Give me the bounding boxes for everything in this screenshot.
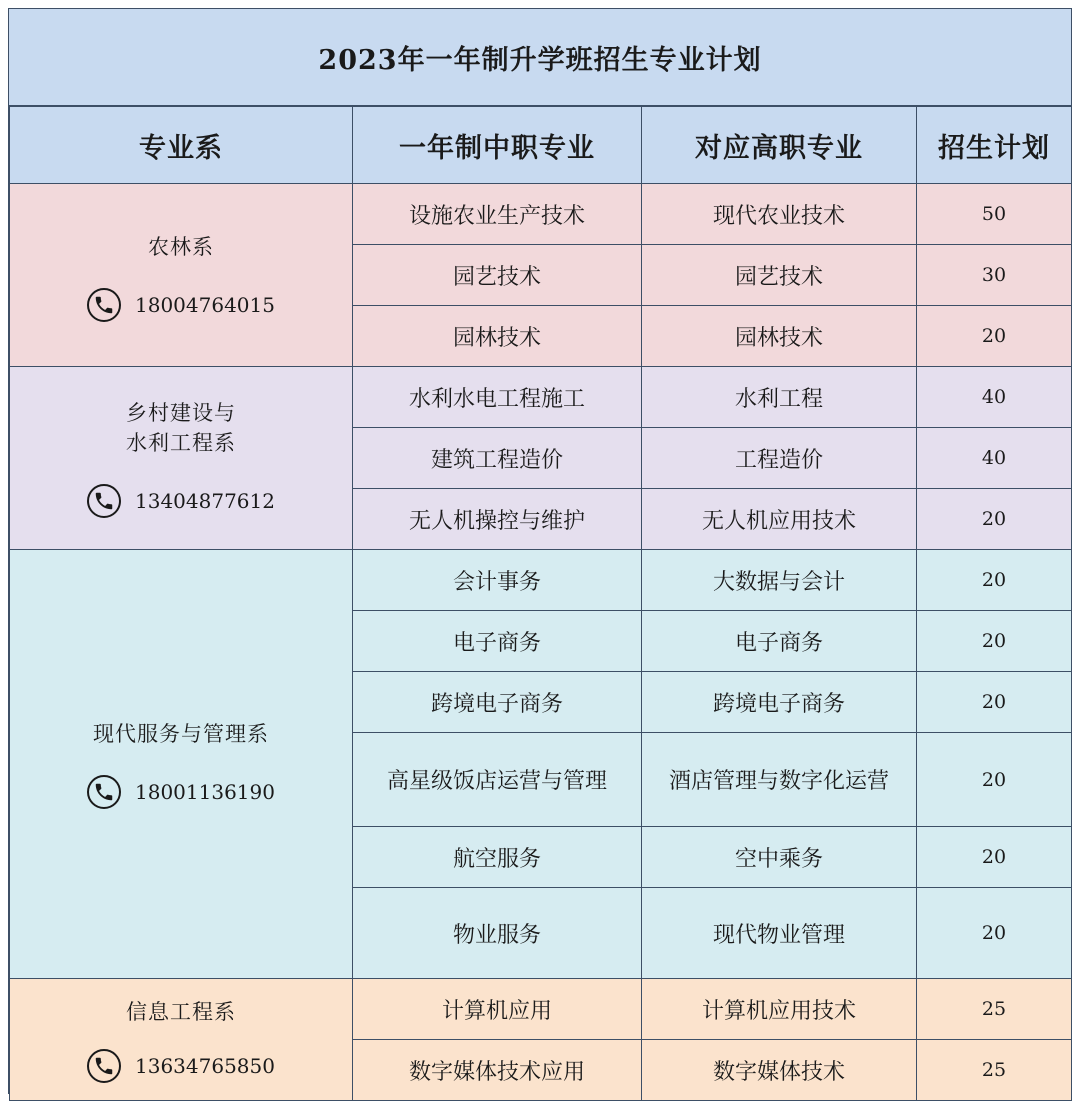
- gaozhi-major-cell: 工程造价: [642, 428, 917, 489]
- department-cell-xiandai: [10, 550, 353, 979]
- zhongzhi-major-cell: 设施农业生产技术: [353, 184, 642, 245]
- gaozhi-major-cell: 酒店管理与数字化运营: [642, 733, 917, 827]
- enrollment-plan-cell: 20: [917, 489, 1072, 550]
- phone-number: 18001136190: [135, 780, 275, 804]
- zhongzhi-major-cell: 水利水电工程施工: [353, 367, 642, 428]
- zhongzhi-major-cell: 跨境电子商务: [353, 672, 642, 733]
- enrollment-plan-cell: 20: [917, 827, 1072, 888]
- enrollment-plan-cell: 25: [917, 1040, 1072, 1101]
- enrollment-plan-cell: 20: [917, 733, 1072, 827]
- phone-icon: [87, 775, 121, 809]
- gaozhi-major-cell: 数字媒体技术: [642, 1040, 917, 1101]
- gaozhi-major-cell: 水利工程: [642, 367, 917, 428]
- phone-number: 13404877612: [135, 489, 275, 513]
- zhongzhi-major-cell: 电子商务: [353, 611, 642, 672]
- zhongzhi-major-cell: 无人机操控与维护: [353, 489, 642, 550]
- enrollment-plan-sheet: [8, 8, 1072, 1094]
- zhongzhi-major-cell: 高星级饭店运营与管理: [353, 733, 642, 827]
- department-name-line: 现代服务与管理系: [93, 722, 269, 746]
- title-bar: [9, 9, 1071, 106]
- enrollment-plan-cell: 20: [917, 888, 1072, 979]
- department-phone: [10, 288, 352, 322]
- department-phone: [10, 775, 352, 809]
- department-phone: [10, 1049, 352, 1083]
- zhongzhi-major-cell: 园林技术: [353, 306, 642, 367]
- enrollment-plan-cell: 20: [917, 550, 1072, 611]
- phone-icon: [87, 288, 121, 322]
- gaozhi-major-cell: 计算机应用技术: [642, 979, 917, 1040]
- department-name-line: 乡村建设与: [126, 401, 236, 425]
- gaozhi-major-cell: 电子商务: [642, 611, 917, 672]
- enrollment-plan-cell: 20: [917, 611, 1072, 672]
- department-cell-xinxi: [10, 979, 353, 1101]
- department-cell-xiangcun: [10, 367, 353, 550]
- department-name: [10, 997, 352, 1027]
- zhongzhi-major-cell: 数字媒体技术应用: [353, 1040, 642, 1101]
- zhongzhi-major-cell: 物业服务: [353, 888, 642, 979]
- table-row: [10, 367, 1072, 428]
- gaozhi-major-cell: 现代物业管理: [642, 888, 917, 979]
- header-zhongzhi-major: 一年制中职专业: [353, 107, 642, 184]
- enrollment-table: [9, 106, 1072, 1101]
- enrollment-plan-cell: 20: [917, 672, 1072, 733]
- department-phone: [10, 484, 352, 518]
- zhongzhi-major-cell: 计算机应用: [353, 979, 642, 1040]
- zhongzhi-major-cell: 会计事务: [353, 550, 642, 611]
- gaozhi-major-cell: 空中乘务: [642, 827, 917, 888]
- gaozhi-major-cell: 跨境电子商务: [642, 672, 917, 733]
- phone-icon: [87, 484, 121, 518]
- department-name: [10, 719, 352, 749]
- gaozhi-major-cell: 现代农业技术: [642, 184, 917, 245]
- department-name-line: 农林系: [148, 235, 214, 259]
- enrollment-plan-cell: 25: [917, 979, 1072, 1040]
- enrollment-plan-cell: 30: [917, 245, 1072, 306]
- table-row: [10, 550, 1072, 611]
- department-cell-nonglin: [10, 184, 353, 367]
- enrollment-plan-cell: 40: [917, 367, 1072, 428]
- zhongzhi-major-cell: 建筑工程造价: [353, 428, 642, 489]
- zhongzhi-major-cell: 园艺技术: [353, 245, 642, 306]
- zhongzhi-major-cell: 航空服务: [353, 827, 642, 888]
- phone-number: 13634765850: [135, 1053, 275, 1078]
- table-row: [10, 184, 1072, 245]
- gaozhi-major-cell: 无人机应用技术: [642, 489, 917, 550]
- department-name-line: 信息工程系: [126, 999, 236, 1024]
- phone-number: 18004764015: [135, 293, 275, 317]
- header-gaozhi-major: 对应高职专业: [642, 107, 917, 184]
- gaozhi-major-cell: 大数据与会计: [642, 550, 917, 611]
- department-name: [10, 398, 352, 458]
- header-department: 专业系: [10, 107, 353, 184]
- page-title: 2023年一年制升学班招生专业计划: [318, 44, 762, 76]
- enrollment-plan-cell: 50: [917, 184, 1072, 245]
- enrollment-plan-cell: 20: [917, 306, 1072, 367]
- department-name: [10, 232, 352, 262]
- header-enrollment-plan: 招生计划: [917, 107, 1072, 184]
- enrollment-plan-cell: 40: [917, 428, 1072, 489]
- table-body: [10, 184, 1072, 1101]
- table-row: [10, 979, 1072, 1040]
- gaozhi-major-cell: 园艺技术: [642, 245, 917, 306]
- header-row: [10, 107, 1072, 184]
- phone-icon: [87, 1049, 121, 1083]
- gaozhi-major-cell: 园林技术: [642, 306, 917, 367]
- department-name-line: 水利工程系: [126, 431, 236, 455]
